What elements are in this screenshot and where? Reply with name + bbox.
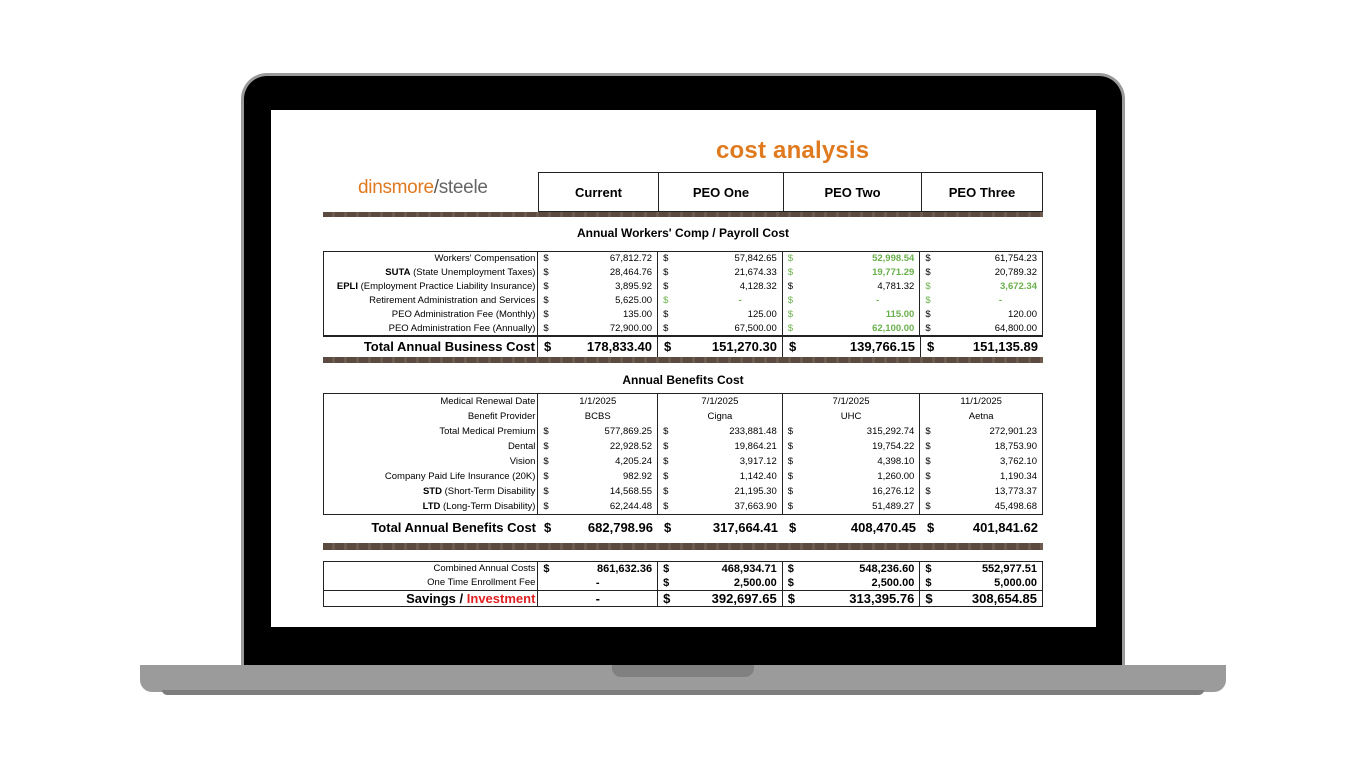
cell-value: 57,842.65 <box>734 253 777 264</box>
currency-symbol: $ <box>925 563 932 575</box>
cell-peo-one <box>658 280 783 294</box>
logo-part1: dinsmore <box>358 177 434 198</box>
cell-current <box>538 499 658 514</box>
cell-current <box>538 394 658 409</box>
table-row <box>324 499 1042 514</box>
cell-value: 22,928.52 <box>609 441 653 452</box>
table-row <box>324 266 1042 280</box>
cell-value: 401,841.62 <box>972 520 1038 535</box>
cell-value: 62,100.00 <box>872 323 915 334</box>
cell-value: 5,000.00 <box>994 577 1037 589</box>
currency-symbol: $ <box>543 563 550 575</box>
cell-current <box>538 308 658 322</box>
cell-value: 7/1/2025 <box>832 396 870 407</box>
cell-peo-two <box>783 308 921 322</box>
cell-current <box>538 337 658 357</box>
cell-peo-two <box>783 469 921 484</box>
row-label <box>324 252 538 266</box>
cell-peo-one <box>658 499 783 514</box>
cell-value: 178,833.40 <box>586 339 652 354</box>
row-label-text: Dental <box>507 441 536 452</box>
table-row <box>324 280 1042 294</box>
cell-value: 67,812.72 <box>609 253 653 264</box>
currency-symbol: $ <box>789 520 797 535</box>
cell-value: 7/1/2025 <box>701 396 739 407</box>
currency-symbol: $ <box>787 591 795 606</box>
currency-symbol: $ <box>663 253 669 264</box>
row-label <box>324 439 538 454</box>
row-label <box>324 454 538 469</box>
currency-symbol: $ <box>663 501 669 512</box>
cell-peo-one <box>658 322 783 336</box>
cell-value: 19,864.21 <box>734 441 777 452</box>
cell-peo-one <box>658 294 783 308</box>
cell-value: 4,781.32 <box>877 281 915 292</box>
row-label <box>324 322 538 336</box>
currency-symbol: $ <box>925 441 931 452</box>
cell-value: 682,798.96 <box>587 520 653 535</box>
payroll-table <box>323 251 1043 337</box>
cell-peo-one <box>658 518 783 538</box>
currency-symbol: $ <box>663 309 669 320</box>
savings-label: Savings / <box>406 591 467 606</box>
currency-symbol: $ <box>543 426 549 437</box>
row-label <box>324 424 538 439</box>
currency-symbol: $ <box>664 520 672 535</box>
row-label: One Time Enrollment Fee <box>324 576 538 590</box>
currency-symbol: $ <box>925 577 932 589</box>
row-label-bold: STD <box>422 486 442 497</box>
cell-current <box>538 439 658 454</box>
payroll-total-table <box>323 335 1043 357</box>
cell-peo-one <box>658 252 783 266</box>
currency-symbol: $ <box>663 281 669 292</box>
cell-peo-three <box>920 469 1042 484</box>
currency-symbol: $ <box>787 267 794 278</box>
cell-peo-one <box>658 409 783 424</box>
row-label-text: Workers' Compensation <box>434 253 536 264</box>
cell-value: 552,977.51 <box>981 563 1037 575</box>
cell-peo-three <box>920 294 1042 308</box>
cell-value: 21,195.30 <box>734 486 777 497</box>
cell-value: 2,500.00 <box>871 577 915 589</box>
cell-value: 125.00 <box>747 309 777 320</box>
currency-symbol: $ <box>927 339 935 354</box>
laptop-base-shadow <box>162 690 1204 695</box>
cell-peo-three <box>920 252 1042 266</box>
currency-symbol: $ <box>787 501 794 512</box>
cell-current <box>538 562 658 576</box>
cell-value: 61,754.23 <box>994 253 1037 264</box>
cell-value: 21,674.33 <box>734 267 777 278</box>
table-row-total-benefits-cost <box>323 518 1043 538</box>
row-label-bold: LTD <box>422 501 441 512</box>
cell-peo-two <box>783 252 921 266</box>
cell-value: 67,500.00 <box>734 323 777 334</box>
row-label: Combined Annual Costs <box>324 562 538 576</box>
currency-symbol: $ <box>787 486 794 497</box>
cell-value: - <box>876 295 880 306</box>
currency-symbol: $ <box>663 426 669 437</box>
cell-peo-three <box>920 454 1042 469</box>
cell-value: 52,998.54 <box>872 253 915 264</box>
cell-peo-two <box>783 322 921 336</box>
cell-current <box>538 424 658 439</box>
row-label-bold: SUTA <box>385 267 411 278</box>
currency-symbol: $ <box>543 501 549 512</box>
row-label-text: PEO Administration Fee (Annually) <box>388 323 536 334</box>
row-label: Medical Renewal Date <box>324 394 538 409</box>
cell-peo-three <box>920 322 1042 336</box>
cell-value: 4,128.32 <box>739 281 777 292</box>
currency-symbol: $ <box>925 486 931 497</box>
currency-symbol: $ <box>925 323 931 334</box>
currency-symbol: $ <box>925 591 933 606</box>
table-row <box>324 252 1042 266</box>
cell-value: 115.00 <box>885 309 915 320</box>
benefits-total-table <box>323 518 1043 538</box>
currency-symbol: $ <box>787 471 794 482</box>
currency-symbol: $ <box>663 295 669 306</box>
cell-value: 62,244.48 <box>609 501 653 512</box>
currency-symbol: $ <box>663 486 669 497</box>
currency-symbol: $ <box>787 253 794 264</box>
currency-symbol: $ <box>543 281 549 292</box>
table-row <box>324 308 1042 322</box>
page-title: cost analysis <box>716 137 870 164</box>
currency-symbol: $ <box>787 323 794 334</box>
investment-label: Investment <box>466 591 536 606</box>
currency-symbol: $ <box>543 323 549 334</box>
row-label: Total Annual Benefits Cost <box>371 520 536 535</box>
cell-value: 72,900.00 <box>609 323 653 334</box>
currency-symbol: $ <box>925 281 931 292</box>
cell-value: 64,800.00 <box>994 323 1037 334</box>
cell-value: 28,464.76 <box>609 267 653 278</box>
cell-value: 982.92 <box>623 471 653 482</box>
row-label <box>324 499 538 514</box>
cell-peo-two <box>783 266 921 280</box>
cell-value: 1,190.34 <box>1000 471 1037 482</box>
currency-symbol: $ <box>663 441 669 452</box>
cell-value: 3,895.92 <box>615 281 653 292</box>
cell-peo-two <box>783 439 921 454</box>
cell-value: Aetna <box>968 411 994 422</box>
currency-symbol: $ <box>543 486 549 497</box>
cell-value: 313,395.76 <box>849 591 915 606</box>
cell-value: 3,917.12 <box>739 456 777 467</box>
cell-value: 51,489.27 <box>872 501 915 512</box>
currency-symbol: $ <box>925 253 931 264</box>
currency-symbol: $ <box>543 253 549 264</box>
cell-peo-three <box>920 591 1042 606</box>
cell-value: 11/1/2025 <box>960 396 1002 407</box>
cell-current <box>538 294 658 308</box>
table-row <box>324 322 1042 336</box>
cell-peo-one <box>658 308 783 322</box>
table-row-benefit-provider <box>324 409 1042 424</box>
cell-current <box>538 280 658 294</box>
cell-peo-two <box>783 394 921 409</box>
cell-current <box>538 266 658 280</box>
cell-peo-two <box>783 499 921 514</box>
currency-symbol: $ <box>543 267 549 278</box>
cell-peo-two <box>783 576 921 590</box>
cell-value: 5,625.00 <box>615 295 653 306</box>
row-label <box>324 280 538 294</box>
cell-peo-three <box>920 484 1042 499</box>
cell-value: Cigna <box>707 411 733 422</box>
benefits-table <box>323 393 1043 515</box>
cell-peo-two <box>783 518 921 538</box>
cell-value: - <box>595 591 600 606</box>
currency-symbol: $ <box>925 456 931 467</box>
currency-symbol: $ <box>787 577 794 589</box>
cell-value: BCBS <box>584 411 611 422</box>
table-row <box>324 469 1042 484</box>
table-row <box>324 424 1042 439</box>
currency-symbol: $ <box>925 471 931 482</box>
cell-peo-one <box>658 591 783 606</box>
cell-peo-three <box>920 439 1042 454</box>
table-row <box>324 484 1042 499</box>
cell-value: 315,292.74 <box>866 426 915 437</box>
table-row <box>324 454 1042 469</box>
cell-value: 1,142.40 <box>739 471 777 482</box>
cell-value: 233,881.48 <box>729 426 777 437</box>
row-label-text: PEO Administration Fee (Monthly) <box>391 309 536 320</box>
row-label-bold: EPLI <box>336 281 358 292</box>
table-row-combined-costs <box>324 562 1042 576</box>
cell-value: 308,654.85 <box>971 591 1037 606</box>
column-header-peo-one: PEO One <box>658 172 784 212</box>
company-logo <box>358 177 488 199</box>
currency-symbol: $ <box>787 295 794 306</box>
cell-peo-three <box>920 409 1042 424</box>
currency-symbol: $ <box>664 339 672 354</box>
cell-current <box>538 469 658 484</box>
table-row-renewal-date <box>324 394 1042 409</box>
cell-peo-two <box>783 424 921 439</box>
row-label <box>324 484 538 499</box>
cell-value: 19,754.22 <box>872 441 915 452</box>
cell-value: 468,934.71 <box>721 563 777 575</box>
cell-value: 139,766.15 <box>849 339 915 354</box>
row-label <box>324 266 538 280</box>
currency-symbol: $ <box>787 456 794 467</box>
cell-peo-two <box>783 337 921 357</box>
currency-symbol: $ <box>663 591 671 606</box>
logo-part2: steele <box>438 177 488 198</box>
cell-value: 13,773.37 <box>994 486 1037 497</box>
currency-symbol: $ <box>925 267 931 278</box>
cell-value: 16,276.12 <box>872 486 915 497</box>
currency-symbol: $ <box>663 267 669 278</box>
currency-symbol: $ <box>543 456 549 467</box>
row-label-text: Company Paid Life Insurance (20K) <box>384 471 536 482</box>
cell-current <box>538 322 658 336</box>
table-row <box>324 439 1042 454</box>
cell-peo-three <box>920 424 1042 439</box>
cell-value: 14,568.55 <box>609 486 653 497</box>
cell-current <box>538 576 658 590</box>
currency-symbol: $ <box>789 339 797 354</box>
cell-peo-two <box>783 280 921 294</box>
divider-bar <box>323 212 1043 217</box>
cell-current <box>538 409 658 424</box>
row-label-text: (Long-Term Disability) <box>440 501 536 512</box>
cell-value: 861,632.36 <box>597 563 653 575</box>
cell-value: 151,135.89 <box>972 339 1038 354</box>
cell-peo-three <box>920 308 1042 322</box>
cell-value: 577,869.25 <box>604 426 653 437</box>
currency-symbol: $ <box>663 577 670 589</box>
cell-value: - <box>998 295 1002 306</box>
cell-peo-one <box>658 576 783 590</box>
currency-symbol: $ <box>663 323 669 334</box>
cell-value: 392,697.65 <box>711 591 777 606</box>
currency-symbol: $ <box>663 456 669 467</box>
cell-peo-two <box>783 454 921 469</box>
row-label <box>324 591 538 606</box>
cell-value: - <box>595 577 600 589</box>
cell-value: 2,500.00 <box>733 577 777 589</box>
cell-value: 4,398.10 <box>877 456 915 467</box>
cell-current <box>538 484 658 499</box>
cell-value: 1,260.00 <box>877 471 915 482</box>
cell-value: 19,771.29 <box>872 267 915 278</box>
cell-value: UHC <box>840 411 862 422</box>
row-label-text: Retirement Administration and Services <box>369 295 536 306</box>
cell-value: 1/1/2025 <box>579 396 617 407</box>
cell-value: 20,789.32 <box>994 267 1037 278</box>
currency-symbol: $ <box>787 309 794 320</box>
currency-symbol: $ <box>787 426 794 437</box>
cell-current <box>538 252 658 266</box>
currency-symbol: $ <box>544 339 552 354</box>
row-label-text: (State Unemployment Taxes) <box>410 267 536 278</box>
cell-peo-one <box>658 424 783 439</box>
currency-symbol: $ <box>663 563 670 575</box>
currency-symbol: $ <box>543 441 549 452</box>
cell-peo-three <box>920 562 1042 576</box>
divider-bar <box>323 543 1043 550</box>
currency-symbol: $ <box>787 281 794 292</box>
currency-symbol: $ <box>925 501 931 512</box>
currency-symbol: $ <box>927 520 935 535</box>
cell-peo-one <box>658 484 783 499</box>
cell-current <box>538 518 658 538</box>
cell-value: 135.00 <box>623 309 653 320</box>
cell-peo-three <box>920 576 1042 590</box>
row-label-text: Vision <box>509 456 536 467</box>
row-label-text: (Employment Practice Liability Insurance) <box>358 281 536 292</box>
cell-peo-two <box>783 409 921 424</box>
cell-peo-one <box>658 454 783 469</box>
cell-value: 18,753.90 <box>994 441 1037 452</box>
cell-peo-three <box>921 518 1043 538</box>
cell-value: - <box>738 295 742 306</box>
row-label <box>324 308 538 322</box>
currency-symbol: $ <box>663 471 669 482</box>
column-header-peo-two: PEO Two <box>783 172 922 212</box>
table-row-total-business-cost <box>323 337 1043 357</box>
cell-value: 3,672.34 <box>1000 281 1037 292</box>
cell-peo-three <box>920 266 1042 280</box>
cell-peo-two <box>783 294 921 308</box>
section-title-payroll: Annual Workers' Comp / Payroll Cost <box>576 226 789 240</box>
cell-peo-one <box>658 562 783 576</box>
row-label <box>324 294 538 308</box>
cell-peo-one <box>658 439 783 454</box>
row-label <box>324 469 538 484</box>
cell-value: 3,762.10 <box>1000 456 1037 467</box>
laptop-screen <box>271 110 1096 627</box>
currency-symbol: $ <box>544 520 552 535</box>
cell-peo-two <box>783 562 921 576</box>
cell-value: 408,470.45 <box>850 520 916 535</box>
summary-table <box>323 561 1043 607</box>
cell-peo-two <box>783 591 921 606</box>
row-label: Benefit Provider <box>324 409 538 424</box>
cell-current <box>538 454 658 469</box>
cell-value: 45,498.68 <box>994 501 1037 512</box>
cell-peo-three <box>920 280 1042 294</box>
cell-peo-three <box>920 499 1042 514</box>
cell-value: 4,205.24 <box>615 456 653 467</box>
table-row <box>324 294 1042 308</box>
currency-symbol: $ <box>925 309 931 320</box>
cell-value: 151,270.30 <box>711 339 777 354</box>
currency-symbol: $ <box>543 309 549 320</box>
cell-peo-three <box>920 394 1042 409</box>
currency-symbol: $ <box>787 441 794 452</box>
section-title-benefits: Annual Benefits Cost <box>622 373 744 387</box>
column-header-current: Current <box>538 172 659 212</box>
cell-current <box>538 591 658 606</box>
currency-symbol: $ <box>925 426 931 437</box>
table-row-savings <box>324 590 1042 606</box>
cell-value: 317,664.41 <box>712 520 778 535</box>
laptop-notch <box>612 665 754 677</box>
divider-bar <box>323 357 1043 363</box>
logo-slash: / <box>433 177 439 198</box>
row-label: Total Annual Business Cost <box>323 337 538 357</box>
currency-symbol: $ <box>543 471 549 482</box>
cell-peo-two <box>783 484 921 499</box>
table-row-enrollment-fee <box>324 576 1042 590</box>
row-label-text: (Short-Term Disability <box>441 486 536 497</box>
currency-symbol: $ <box>787 563 794 575</box>
row-label-text: Total Medical Premium <box>439 426 536 437</box>
currency-symbol: $ <box>925 295 931 306</box>
cell-peo-three <box>921 337 1043 357</box>
cell-value: 37,663.90 <box>734 501 777 512</box>
cell-peo-one <box>658 266 783 280</box>
cell-value: 120.00 <box>1007 309 1037 320</box>
cell-value: 272,901.23 <box>989 426 1037 437</box>
column-header-peo-three: PEO Three <box>921 172 1043 212</box>
cell-peo-one <box>658 469 783 484</box>
cell-value: 548,236.60 <box>859 563 915 575</box>
currency-symbol: $ <box>543 295 549 306</box>
cell-peo-one <box>658 337 783 357</box>
cell-peo-one <box>658 394 783 409</box>
